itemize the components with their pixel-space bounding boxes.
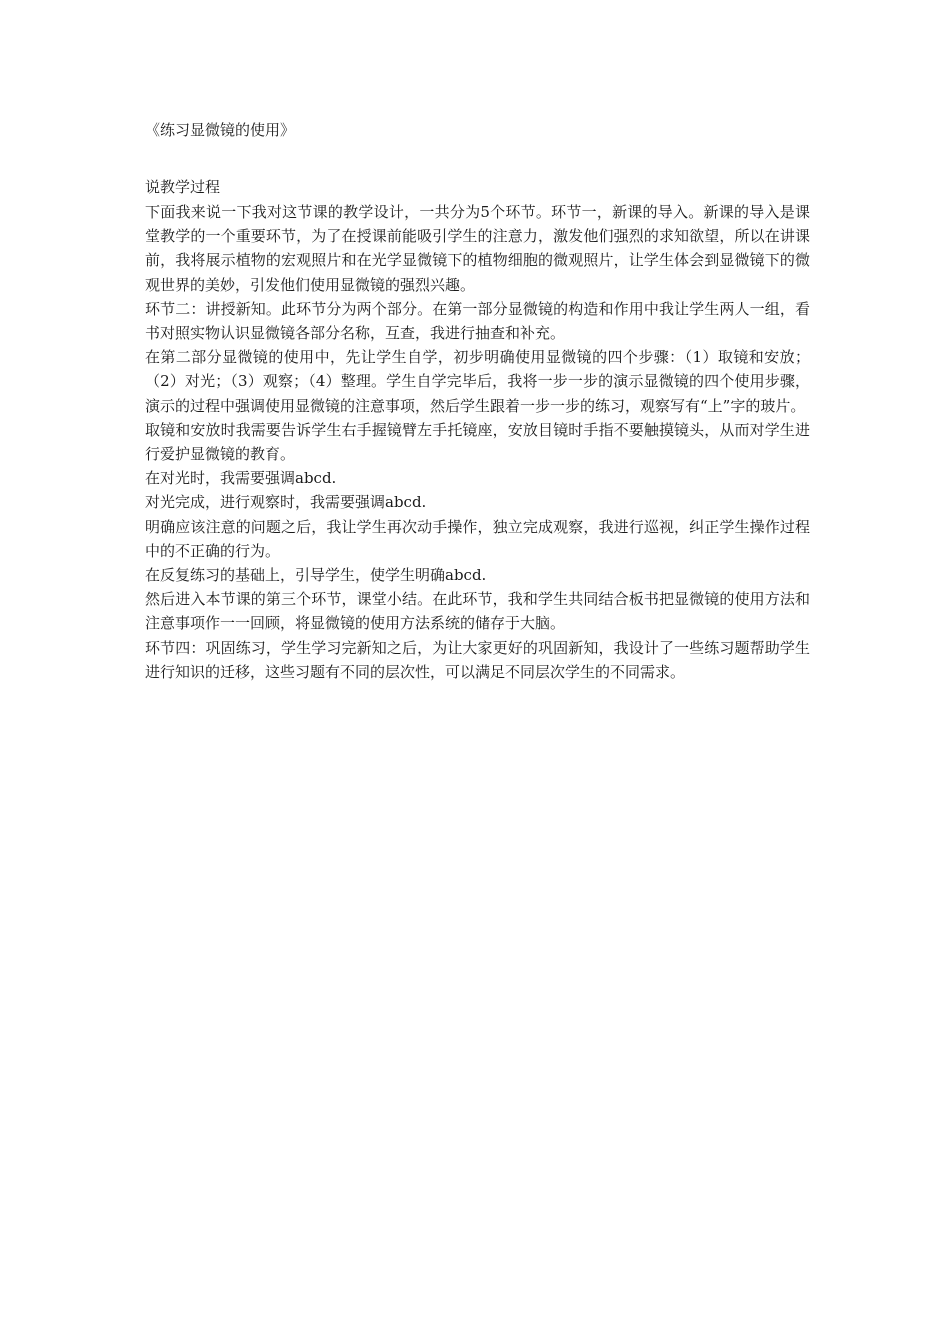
paragraph-consolidation: 环节四：巩固练习，学生学习完新知之后，为让大家更好的巩固新知，我设计了一些练习题帮助学生进行知识的迁移，这些习题有不同的层次性，可以满足不同层次学生的不同需求。 (145, 638, 810, 681)
paragraph-light-adjust: 在对光时，我需要强调abcd. (145, 469, 337, 488)
document-title: 《练习显微镜的使用》 (145, 121, 296, 139)
paragraph-intro: 下面我来说一下我对这节课的教学设计，一共分为5个环节。环节一，新课的导入。新课的导入是课堂教学的一个重要环节，为了在授课前能吸引学生的注意力，激发他们强烈的求知欲望，所以在讲课前，我将展示植物的宏观照片和在光学显微镜下的植物细胞的微观照片，让学生体会到显微镜下的微观世界的美妙，引发他们使用显微镜的强烈兴趣。 (145, 203, 810, 294)
document-page (145, 118, 810, 684)
paragraph-taking-microscope: 取镜和安放时我需要告诉学生右手握镜臂左手托镜座，安放目镜时手指不要触摸镜头，从而对学生进行爱护显微镜的教育。 (145, 420, 810, 464)
paragraph-repeated-practice: 在反复练习的基础上，引导学生，使学生明确abcd. (145, 566, 487, 585)
paragraph-practice: 明确应该注意的问题之后，我让学生再次动手操作，独立完成观察，我进行巡视，纠正学生操作过程中的不正确的行为。 (145, 517, 810, 560)
paragraph-summary: 然后进入本节课的第三个环节，课堂小结。在此环节，我和学生共同结合板书把显微镜的使用方法和注意事项作一一回顾，将显微镜的使用方法系统的储存于大脑。 (145, 590, 810, 633)
paragraph-observation: 对光完成，进行观察时，我需要强调abcd. (145, 493, 427, 512)
paragraph-step-two: 环节二：讲授新知。此环节分为两个部分。在第一部分显微镜的构造和作用中我让学生两人一组，看书对照实物认识显微镜各部分名称，互查，我进行抽查和补充。 (145, 299, 810, 343)
section-heading: 说教学过程 (145, 178, 221, 196)
paragraph-microscope-usage: 在第二部分显微镜的使用中，先让学生自学，初步明确使用显微镜的四个步骤：（1）取镜和安放；（2）对光；（3）观察；（4）整理。学生自学完毕后，我将一步一步的演示显微镜的四个使用步骤，演示的过程中强调使用显微镜的注意事项，然后学生跟着一步一步的练习，观察写有“上”字的玻片。 (145, 348, 810, 415)
blank-line (145, 143, 810, 175)
